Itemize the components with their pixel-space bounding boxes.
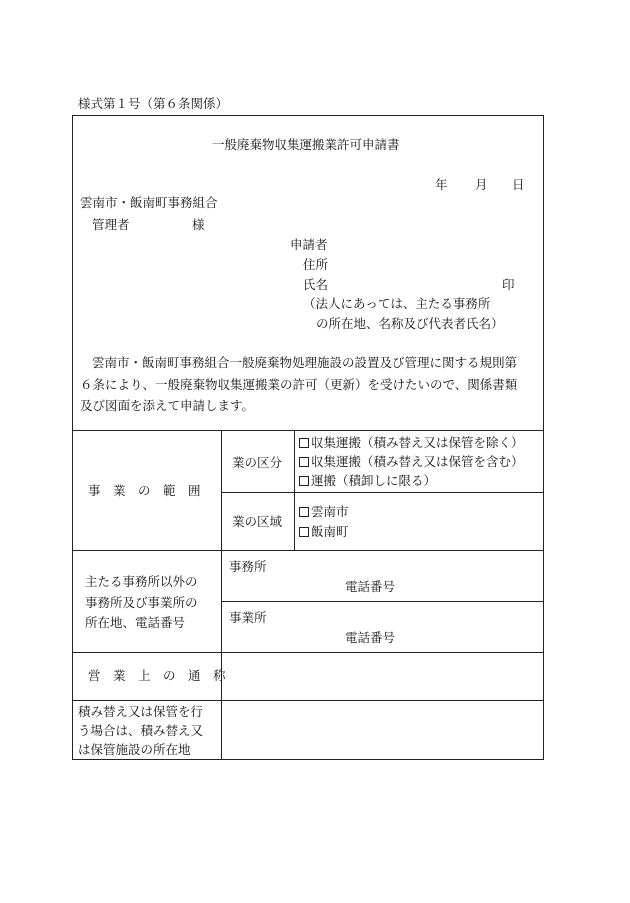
applicant-address-label: 住所 (303, 257, 329, 272)
table-divider-main (221, 430, 222, 760)
category-option-2[interactable]: 収集運搬（積み替え又は保管を含む） (299, 456, 524, 469)
checkbox-icon[interactable] (299, 476, 309, 486)
table-line-office-end (72, 652, 544, 653)
date-day: 日 (512, 177, 525, 192)
other-office-label-line2: 事務所及び事業所の (85, 595, 198, 610)
area-option-2[interactable]: 飯南町 (299, 526, 349, 539)
other-office-label-line3: 所在地、電話番号 (85, 615, 186, 630)
date-month: 月 (475, 177, 488, 192)
body-line1: 雲南市・飯南町事務組合一般廃棄物処理施設の設置及び管理に関する規則第 (92, 355, 518, 370)
workplace-phone-label: 電話番号 (345, 630, 396, 645)
storage-label-line3: は保管施設の所在地 (78, 742, 191, 757)
addressee-org: 雲南市・飯南町事務組合 (80, 195, 218, 210)
checkbox-icon[interactable] (299, 457, 309, 467)
checkbox-icon[interactable] (299, 527, 309, 537)
applicant-name-label: 氏名 (303, 277, 329, 292)
body-line3: 及び図面を添えて申請します。 (80, 398, 255, 413)
category-label: 業の区分 (232, 455, 283, 470)
applicant-label: 申請者 (290, 237, 328, 252)
checkbox-icon[interactable] (299, 507, 309, 517)
table-line-office-mid (221, 601, 544, 602)
date-year: 年 (435, 177, 448, 192)
table-line-tradename-end (72, 700, 544, 701)
trade-name-label: 営 業 上 の 通 称 (88, 668, 226, 683)
storage-label-line1: 積み替え又は保管を行 (78, 704, 204, 719)
workplace-label: 事業所 (229, 610, 267, 625)
office-phone-label: 電話番号 (345, 579, 396, 594)
addressee-person: 管理者 様 (92, 217, 205, 232)
table-top-border (72, 430, 544, 431)
category-option-1[interactable]: 収集運搬（積み替え又は保管を除く） (299, 437, 524, 450)
body-line2: ６条により、一般廃棄物収集運搬業の許可（更新）を受けたいので、関係書類 (80, 377, 518, 392)
category-option-3[interactable]: 運搬（積卸しに限る） (299, 475, 436, 488)
table-line-scope-mid (221, 492, 544, 493)
office-label: 事務所 (229, 559, 267, 574)
table-divider-scope (294, 430, 295, 550)
form-number: 様式第１号（第６条関係） (78, 96, 229, 111)
checkbox-icon[interactable] (299, 438, 309, 448)
applicant-note-line2: の所在地、名称及び代表者氏名） (316, 316, 504, 331)
area-label: 業の区域 (232, 514, 283, 529)
seal-mark: 印 (502, 277, 515, 292)
storage-label-line2: う場合は、積み替え又 (78, 723, 204, 738)
applicant-note-line1: （法人にあっては、主たる事務所 (303, 296, 491, 311)
scope-label: 事 業 の 範 囲 (88, 483, 201, 498)
other-office-label-line1: 主たる事務所以外の (85, 574, 198, 589)
table-line-scope-end (72, 550, 544, 551)
form-title: 一般廃棄物収集運搬業許可申請書 (212, 137, 400, 152)
area-option-1[interactable]: 雲南市 (299, 506, 349, 519)
